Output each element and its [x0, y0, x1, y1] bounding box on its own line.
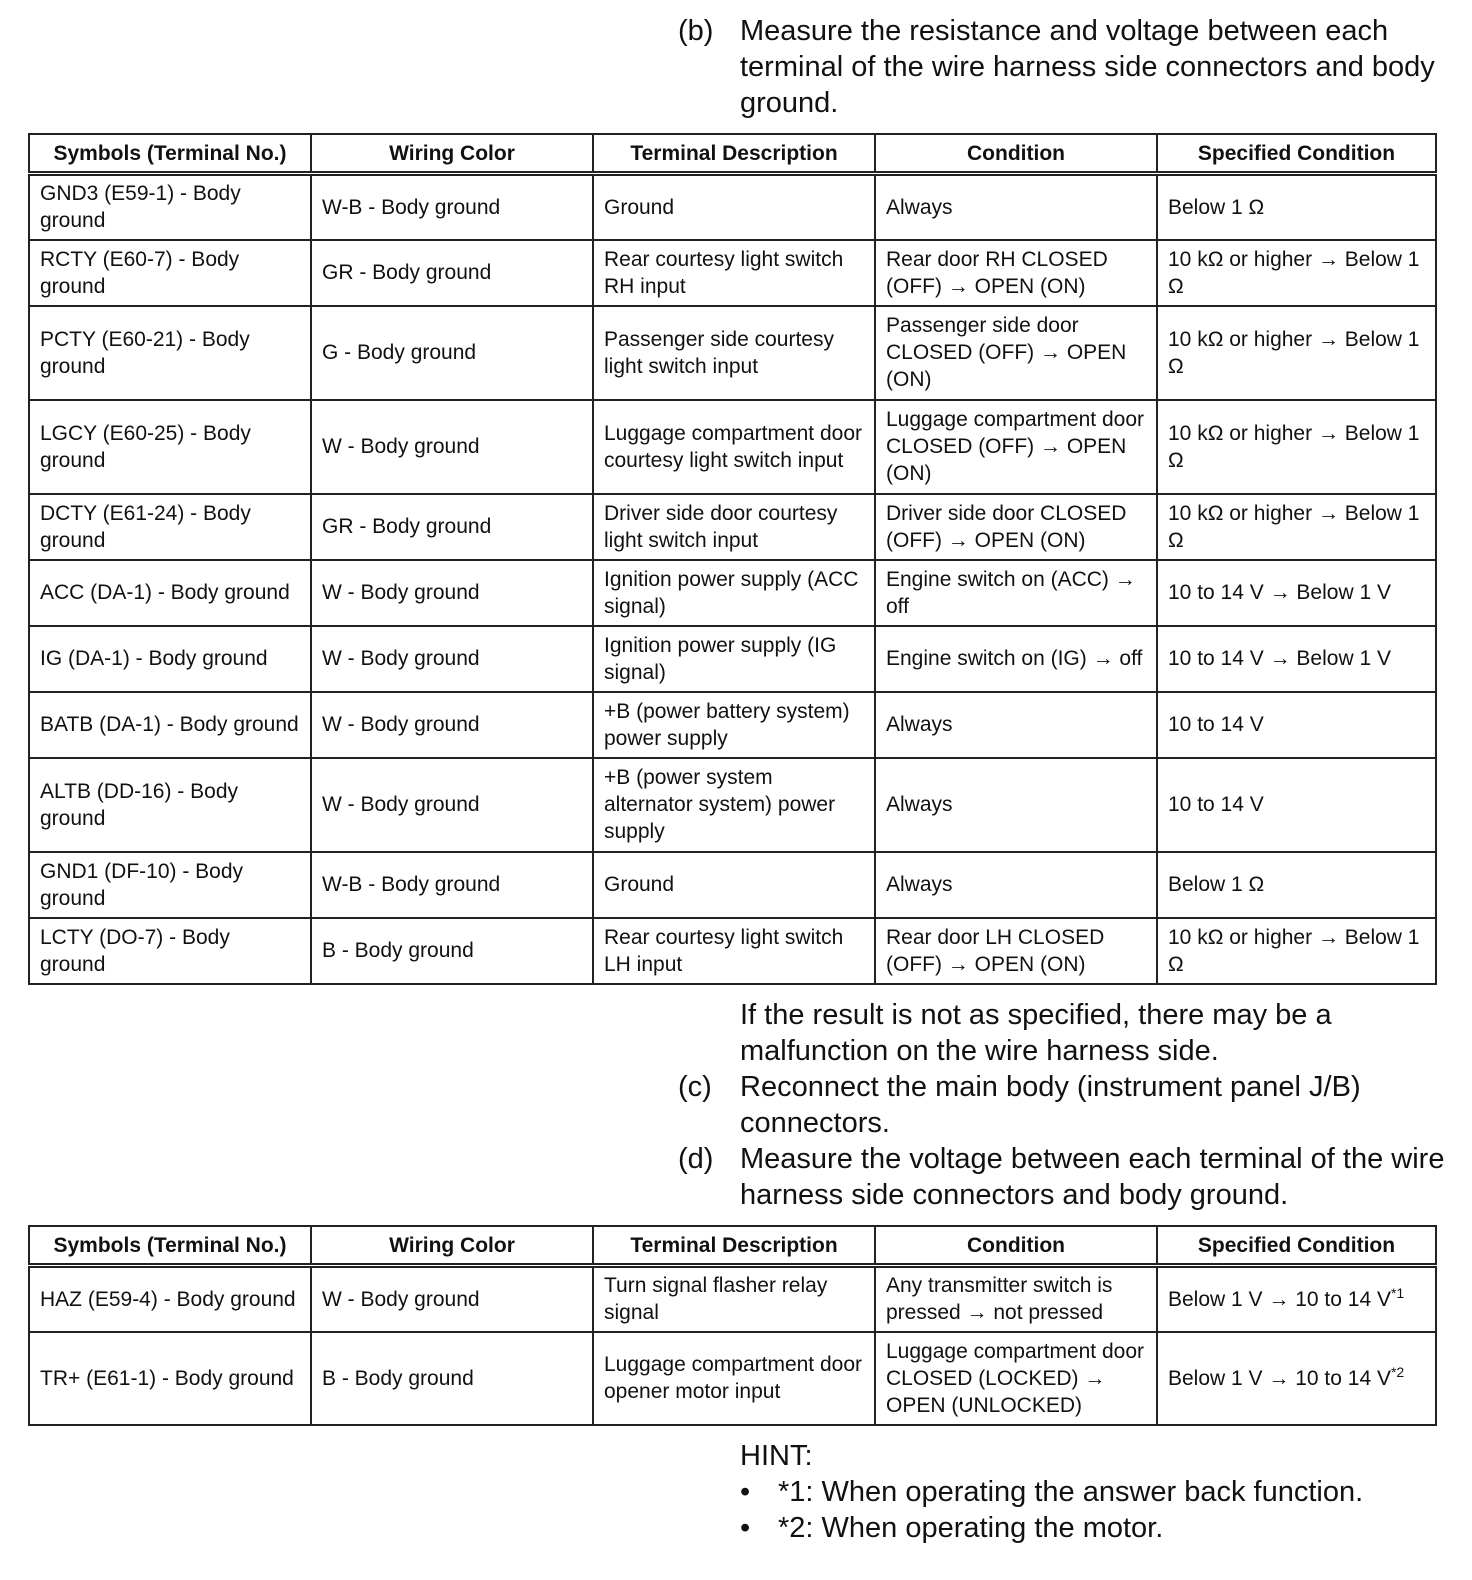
cell-description: Ground — [593, 174, 875, 240]
step-c — [678, 1069, 1458, 1141]
cell-symbol: GND1 (DF-10) - Body ground — [29, 852, 311, 918]
cell-description: Luggage compartment door opener motor input — [593, 1332, 875, 1425]
table-header-row — [29, 1226, 1436, 1266]
footnote-marker: *2 — [1390, 1363, 1405, 1380]
cell-wiring-color: W - Body ground — [311, 560, 593, 626]
cell-symbol: PCTY (E60-21) - Body ground — [29, 306, 311, 400]
table-row — [29, 852, 1436, 918]
table-row — [29, 240, 1436, 306]
cell-condition: Always — [875, 852, 1157, 918]
hint-item-text: *1: When operating the answer back function. — [778, 1476, 1364, 1508]
cell-wiring-color: W - Body ground — [311, 626, 593, 692]
step-b-text: Measure the resistance and voltage between each terminal of the wire harness side connectors and body ground. — [740, 15, 1435, 119]
cell-condition: Engine switch on (ACC) → off — [875, 560, 1157, 626]
bullet-icon: • — [740, 1476, 751, 1508]
cell-specified — [1157, 1266, 1436, 1332]
cell-condition: Engine switch on (IG) → off — [875, 626, 1157, 692]
cell-description: Luggage compartment door courtesy light switch input — [593, 400, 875, 494]
cell-description: +B (power system alternator system) power supply — [593, 758, 875, 852]
step-b — [678, 13, 1458, 121]
table-row — [29, 306, 1436, 400]
cell-condition: Any transmitter switch is pressed → not pressed — [875, 1266, 1157, 1332]
cell-specified: 10 kΩ or higher → Below 1 Ω — [1157, 306, 1436, 400]
result-note — [678, 997, 1458, 1069]
cell-specified: 10 to 14 V → Below 1 V — [1157, 560, 1436, 626]
cell-condition: Driver side door CLOSED (OFF) → OPEN (ON) — [875, 494, 1157, 560]
cell-description: Ignition power supply (IG signal) — [593, 626, 875, 692]
cell-symbol: LCTY (DO-7) - Body ground — [29, 918, 311, 984]
table-header-row — [29, 134, 1436, 174]
cell-specified: 10 kΩ or higher → Below 1 Ω — [1157, 240, 1436, 306]
cell-description: Turn signal flasher relay signal — [593, 1266, 875, 1332]
header-symbols: Symbols (Terminal No.) — [29, 1226, 311, 1266]
cell-condition: Always — [875, 758, 1157, 852]
cell-specified: 10 to 14 V — [1157, 758, 1436, 852]
hint-item — [740, 1474, 1363, 1510]
cell-condition: Luggage compartment door CLOSED (LOCKED) → OPEN (UNLOCKED) — [875, 1332, 1157, 1425]
cell-wiring-color: W-B - Body ground — [311, 174, 593, 240]
cell-specified: 10 to 14 V — [1157, 692, 1436, 758]
cell-description: Ignition power supply (ACC signal) — [593, 560, 875, 626]
cell-condition: Rear door LH CLOSED (OFF) → OPEN (ON) — [875, 918, 1157, 984]
cell-specified: 10 kΩ or higher → Below 1 Ω — [1157, 918, 1436, 984]
cell-symbol: ACC (DA-1) - Body ground — [29, 560, 311, 626]
cell-symbol: IG (DA-1) - Body ground — [29, 626, 311, 692]
header-condition: Condition — [875, 1226, 1157, 1266]
header-wiring-color: Wiring Color — [311, 1226, 593, 1266]
cell-description: Rear courtesy light switch RH input — [593, 240, 875, 306]
cell-condition: Rear door RH CLOSED (OFF) → OPEN (ON) — [875, 240, 1157, 306]
header-condition: Condition — [875, 134, 1157, 174]
cell-wiring-color: GR - Body ground — [311, 494, 593, 560]
table-row — [29, 626, 1436, 692]
table-row — [29, 400, 1436, 494]
cell-condition: Always — [875, 174, 1157, 240]
cell-symbol: LGCY (E60-25) - Body ground — [29, 400, 311, 494]
hint-title: HINT: — [740, 1440, 813, 1472]
header-symbols: Symbols (Terminal No.) — [29, 134, 311, 174]
table-row — [29, 494, 1436, 560]
hint-item-text: *2: When operating the motor. — [778, 1512, 1164, 1544]
table-row — [29, 1266, 1436, 1332]
cell-wiring-color: W - Body ground — [311, 758, 593, 852]
header-terminal-description: Terminal Description — [593, 1226, 875, 1266]
header-specified-condition: Specified Condition — [1157, 1226, 1436, 1266]
cell-description: Passenger side courtesy light switch input — [593, 306, 875, 400]
bullet-icon: • — [740, 1512, 751, 1544]
cell-specified: Below 1 Ω — [1157, 174, 1436, 240]
cell-wiring-color: GR - Body ground — [311, 240, 593, 306]
spec-value: Below 1 V → 10 to 14 V — [1168, 1366, 1391, 1390]
cell-symbol: ALTB (DD-16) - Body ground — [29, 758, 311, 852]
cell-specified: Below 1 Ω — [1157, 852, 1436, 918]
cell-wiring-color: B - Body ground — [311, 1332, 593, 1425]
cell-symbol: RCTY (E60-7) - Body ground — [29, 240, 311, 306]
cell-description: Rear courtesy light switch LH input — [593, 918, 875, 984]
result-note-text: If the result is not as specified, there may be a malfunction on the wire harness side. — [740, 999, 1332, 1067]
cell-wiring-color: W - Body ground — [311, 400, 593, 494]
cell-specified: 10 kΩ or higher → Below 1 Ω — [1157, 494, 1436, 560]
voltage-table — [28, 1225, 1437, 1426]
cell-condition: Passenger side door CLOSED (OFF) → OPEN (ON) — [875, 306, 1157, 400]
table-row — [29, 560, 1436, 626]
cell-description: Ground — [593, 852, 875, 918]
cell-symbol: TR+ (E61-1) - Body ground — [29, 1332, 311, 1425]
header-wiring-color: Wiring Color — [311, 134, 593, 174]
step-d — [678, 1141, 1458, 1213]
spec-value: Below 1 V → 10 to 14 V — [1168, 1287, 1391, 1311]
table-row — [29, 692, 1436, 758]
step-d-text: Measure the voltage between each terminal of the wire harness side connectors and body ground. — [740, 1143, 1445, 1211]
header-specified-condition: Specified Condition — [1157, 134, 1436, 174]
hint-item — [740, 1510, 1163, 1546]
cell-wiring-color: W-B - Body ground — [311, 852, 593, 918]
table-row — [29, 918, 1436, 984]
step-c-label: (c) — [678, 1071, 712, 1103]
cell-symbol: BATB (DA-1) - Body ground — [29, 692, 311, 758]
cell-description: +B (power battery system) power supply — [593, 692, 875, 758]
cell-symbol: DCTY (E61-24) - Body ground — [29, 494, 311, 560]
table-row — [29, 1332, 1436, 1425]
cell-symbol: HAZ (E59-4) - Body ground — [29, 1266, 311, 1332]
resistance-voltage-table — [28, 133, 1437, 985]
cell-wiring-color: G - Body ground — [311, 306, 593, 400]
cell-specified: 10 to 14 V → Below 1 V — [1157, 626, 1436, 692]
step-b-label: (b) — [678, 15, 714, 47]
cell-symbol: GND3 (E59-1) - Body ground — [29, 174, 311, 240]
table-row — [29, 174, 1436, 240]
cell-specified — [1157, 1332, 1436, 1425]
step-d-label: (d) — [678, 1143, 714, 1175]
cell-condition: Always — [875, 692, 1157, 758]
cell-wiring-color: B - Body ground — [311, 918, 593, 984]
step-c-text: Reconnect the main body (instrument panel J/B) connectors. — [740, 1071, 1361, 1139]
cell-wiring-color: W - Body ground — [311, 692, 593, 758]
footnote-marker: *1 — [1390, 1284, 1405, 1301]
header-terminal-description: Terminal Description — [593, 134, 875, 174]
cell-specified: 10 kΩ or higher → Below 1 Ω — [1157, 400, 1436, 494]
table-row — [29, 758, 1436, 852]
cell-description: Driver side door courtesy light switch input — [593, 494, 875, 560]
cell-condition: Luggage compartment door CLOSED (OFF) → OPEN (ON) — [875, 400, 1157, 494]
cell-wiring-color: W - Body ground — [311, 1266, 593, 1332]
